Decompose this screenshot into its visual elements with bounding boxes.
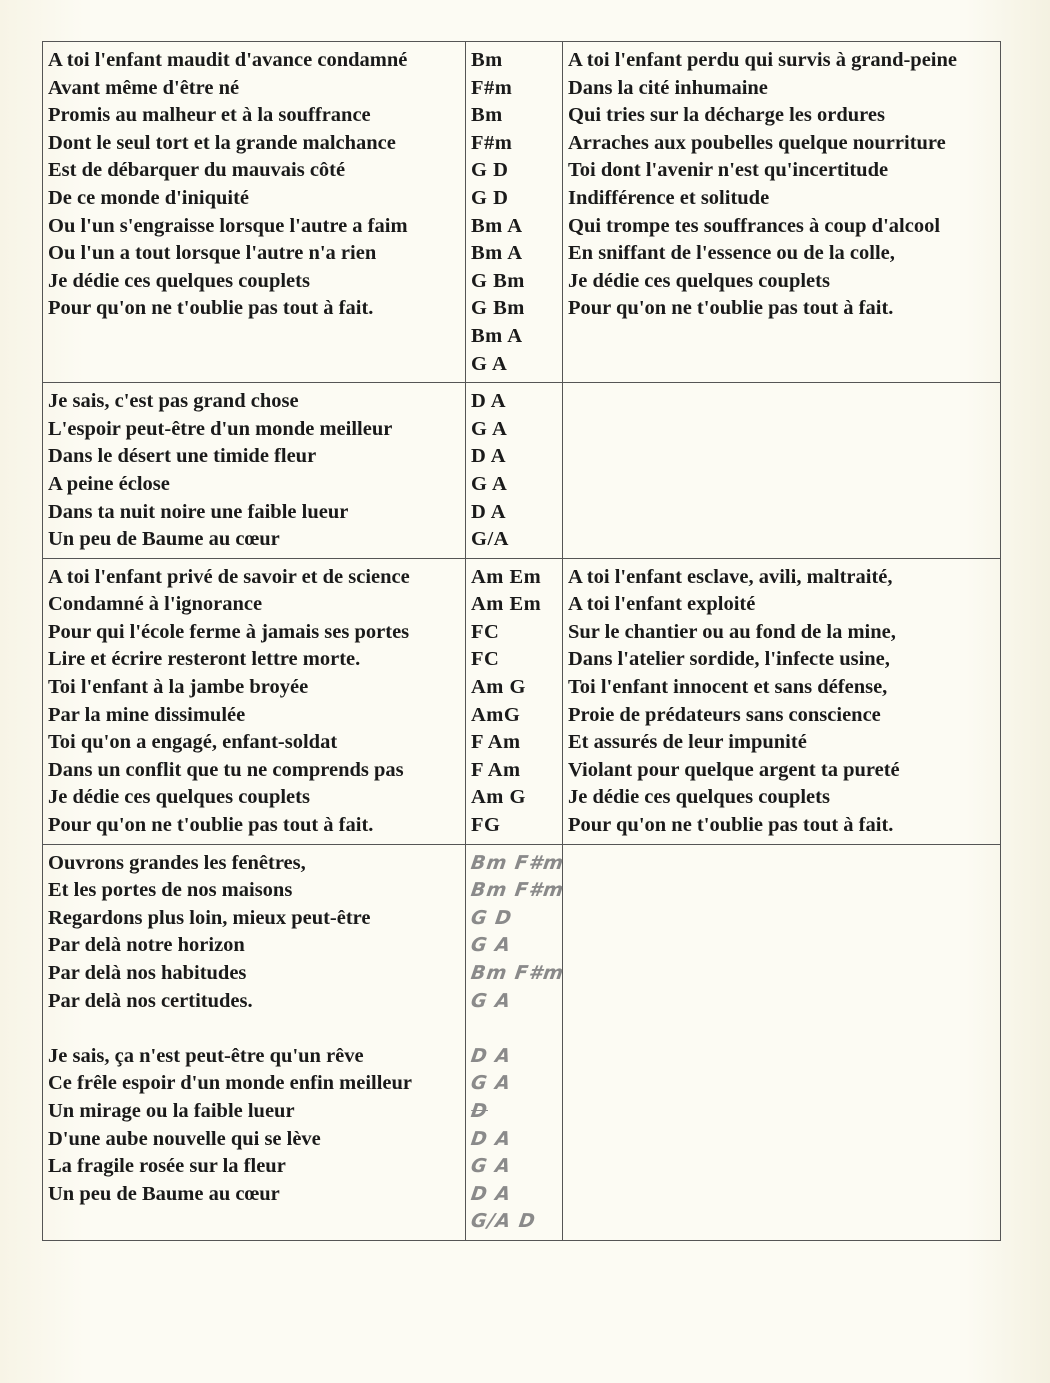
lyric-line: Je sais, c'est pas grand chose: [48, 390, 299, 413]
lyric-line: Je sais, ça n'est peut-être qu'un rêve: [48, 1044, 364, 1067]
handwritten-chord: D A: [469, 1182, 513, 1205]
handwritten-chord: Bm F#m: [469, 962, 566, 984]
chord-label: G A: [471, 352, 508, 375]
lyric-line: Par delà nos certitudes.: [48, 989, 253, 1012]
lyric-line: Dans ta nuit noire une faible lueur: [48, 500, 349, 523]
handwritten-chord: D: [469, 1099, 490, 1122]
chord-label: D A: [471, 445, 507, 468]
handwritten-chord: Bm F#m: [469, 879, 566, 902]
lyric-line: A toi l'enfant perdu qui survis à grand-peine: [568, 49, 957, 71]
chord-label: Bm: [471, 104, 503, 127]
chord-label: F Am: [471, 731, 521, 754]
verse-row-2: [43, 558, 1001, 844]
chorus-1-empty: [563, 383, 1001, 559]
handwritten-chord: Bm F#m: [469, 851, 566, 874]
verse-2-right-lyrics: [563, 558, 1001, 844]
chorus-row-1: [43, 383, 1001, 559]
stanza-gap: [471, 1015, 558, 1043]
lyrics-chord-table: [42, 41, 1001, 1241]
lyric-line: Dans un conflit que tu ne comprends pas: [48, 758, 404, 781]
chord-label: Bm A: [471, 214, 523, 237]
lyric-line: Arraches aux poubelles quelque nourriture: [568, 131, 946, 154]
lyric-line: Par delà nos habitudes: [48, 962, 247, 984]
handwritten-chord: D A: [469, 1044, 513, 1067]
lyric-line: Un peu de Baume au cœur: [48, 528, 280, 551]
chord-label: D A: [471, 500, 507, 523]
chord-label: FC: [471, 648, 500, 671]
chord-label: G A: [471, 417, 508, 440]
lyric-line: Dans la cité inhumaine: [568, 76, 768, 99]
chord-label: G/A: [471, 528, 509, 551]
lyric-line: Dans le désert une timide fleur: [48, 445, 317, 468]
lyric-line: Lire et écrire resteront lettre morte.: [48, 648, 361, 671]
lyric-line: Toi l'enfant à la jambe broyée: [48, 676, 309, 699]
lyric-line: Je dédie ces quelques couplets: [568, 786, 830, 809]
lyric-line: Et les portes de nos maisons: [48, 879, 293, 902]
handwritten-chord: G A: [469, 989, 513, 1012]
lyric-line: Je dédie ces quelques couplets: [48, 269, 310, 292]
final-row: [43, 844, 1001, 1240]
handwritten-chord: D A: [469, 1127, 513, 1150]
lyric-line: A toi l'enfant exploité: [568, 593, 756, 616]
chord-label: AmG: [471, 703, 521, 726]
lyric-line: Qui trompe tes souffrances à coup d'alcool: [568, 214, 941, 237]
final-empty: [563, 844, 1001, 1240]
chord-label: Bm: [471, 49, 503, 71]
chord-label: Am Em: [471, 593, 542, 616]
lyric-line: De ce monde d'iniquité: [48, 186, 250, 209]
lyric-line: A toi l'enfant maudit d'avance condamné: [48, 49, 408, 71]
handwritten-chord: G/A D: [469, 1210, 538, 1233]
chord-label: F#m: [471, 131, 513, 154]
lyric-line: Proie de prédateurs sans conscience: [568, 703, 881, 726]
lyric-line: D'une aube nouvelle qui se lève: [48, 1127, 321, 1150]
chord-label: G D: [471, 186, 509, 209]
handwritten-chord: G D: [469, 906, 514, 929]
lyric-line: Dont le seul tort et la grande malchance: [48, 131, 396, 154]
verse-1-right-lyrics: [563, 42, 1001, 383]
chord-label: Am G: [471, 676, 526, 699]
lyric-line: Toi l'enfant innocent et sans défense,: [568, 676, 888, 699]
lyric-line: Ou l'un s'engraisse lorsque l'autre a faim: [48, 214, 408, 237]
chorus-1-chords: [466, 383, 563, 559]
lyric-line: Toi qu'on a engagé, enfant-soldat: [48, 731, 338, 754]
lyric-line: Un mirage ou la faible lueur: [48, 1099, 295, 1122]
chorus-1-lyrics: [43, 383, 466, 559]
chord-label: G A: [471, 472, 508, 495]
chord-label: G Bm: [471, 269, 525, 292]
chord-label: Am G: [471, 786, 526, 809]
handwritten-chord: G A: [469, 1155, 513, 1178]
lyric-line: Je dédie ces quelques couplets: [48, 786, 310, 809]
lyric-line: Promis au malheur et à la souffrance: [48, 104, 371, 127]
lyric-line: En sniffant de l'essence ou de la colle,: [568, 242, 895, 265]
lyric-line: La fragile rosée sur la fleur: [48, 1155, 286, 1178]
chord-label: Bm A: [471, 324, 523, 347]
chord-label: Bm A: [471, 242, 523, 265]
lyric-line: Sur le chantier ou au fond de la mine,: [568, 620, 896, 643]
lyric-line: Indifférence et solitude: [568, 186, 770, 209]
chord-label: F#m: [471, 76, 513, 99]
lyric-line: Condamné à l'ignorance: [48, 593, 263, 616]
lyric-line: Pour qu'on ne t'oublie pas tout à fait.: [568, 297, 894, 320]
lyric-line: Pour qui l'école ferme à jamais ses portes: [48, 620, 410, 643]
lyric-line: A toi l'enfant privé de savoir et de science: [48, 565, 410, 588]
lyric-line: Par delà notre horizon: [48, 934, 245, 957]
handwritten-chord: G A: [469, 1072, 513, 1095]
final-handwritten-chords: [466, 844, 566, 1240]
chord-label: G D: [471, 159, 509, 182]
lyric-line: Ouvrons grandes les fenêtres,: [48, 851, 306, 874]
chord-label: FG: [471, 814, 501, 837]
verse-2-chords: [466, 558, 563, 844]
lyric-line: A toi l'enfant esclave, avili, maltraité,: [568, 565, 893, 588]
lyric-line: Pour qu'on ne t'oublie pas tout à fait.: [48, 297, 374, 320]
lyric-line: Et assurés de leur impunité: [568, 731, 807, 754]
lyric-line: L'espoir peut-être d'un monde meilleur: [48, 417, 393, 440]
chord-label: FC: [471, 620, 500, 643]
chord-label: F Am: [471, 758, 521, 781]
lyric-line: Dans l'atelier sordide, l'infecte usine,: [568, 648, 890, 671]
lyric-line: Avant même d'être né: [48, 76, 240, 99]
lyric-line: A peine éclose: [48, 472, 170, 495]
lyric-line: Toi dont l'avenir n'est qu'incertitude: [568, 159, 889, 182]
lyric-line: Pour qu'on ne t'oublie pas tout à fait.: [568, 814, 894, 837]
lyric-line: Par la mine dissimulée: [48, 703, 246, 726]
handwritten-chord: G A: [469, 934, 513, 957]
lyric-line: Un peu de Baume au cœur: [48, 1182, 280, 1205]
verse-1-lyrics: [43, 42, 466, 383]
final-lyrics: [43, 844, 466, 1240]
lyric-line: Regardons plus loin, mieux peut-être: [48, 906, 371, 929]
lyric-line: Pour qu'on ne t'oublie pas tout à fait.: [48, 814, 374, 837]
verse-2-lyrics: [43, 558, 466, 844]
lyric-line: Violant pour quelque argent ta pureté: [568, 758, 900, 781]
chord-label: D A: [471, 390, 507, 413]
verse-row-1: [43, 42, 1001, 383]
stanza-gap: [48, 1015, 461, 1043]
lyric-line: Je dédie ces quelques couplets: [568, 269, 830, 292]
lyric-line: Est de débarquer du mauvais côté: [48, 159, 346, 182]
chord-label: G Bm: [471, 297, 525, 320]
lyric-line: Ce frêle espoir d'un monde enfin meilleur: [48, 1072, 413, 1095]
lyric-line: Ou l'un a tout lorsque l'autre n'a rien: [48, 242, 377, 265]
chord-label: Am Em: [471, 565, 542, 588]
lyric-line: Qui tries sur la décharge les ordures: [568, 104, 885, 127]
verse-1-chords: [466, 42, 563, 383]
